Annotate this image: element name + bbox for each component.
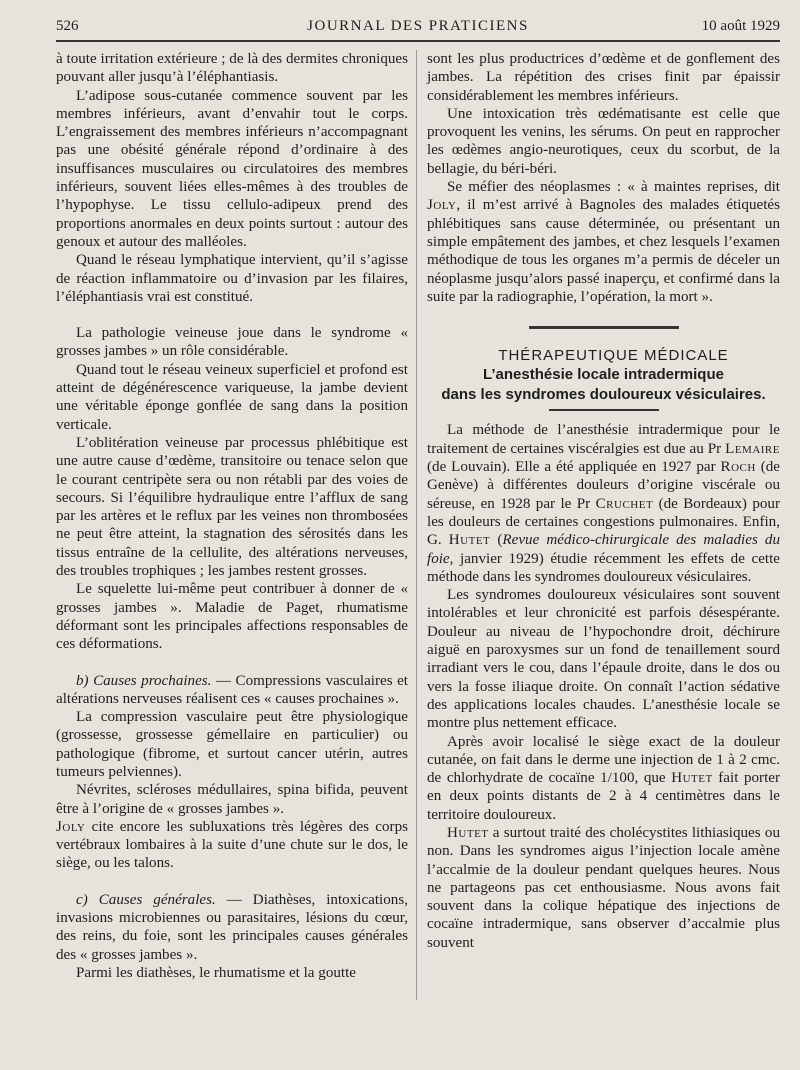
paragraph-text: cite encore les subluxations très légères des corps vertébraux lombaires à la suite d’une chute sur le dos, le siège, ou les talons. [56, 818, 408, 872]
issue-date: 10 août 1929 [701, 18, 780, 34]
paragraph-text: fait porter en deux points distants de 2 à 4 centimètres dans le territoire douloureux. [427, 770, 781, 823]
paragraph-text: Après avoir localisé le siège exact de la douleur cutanée, on fait dans le derme une injection de 1 à 2 cmc. de chlorhydrate de cocaïne 1/100, que [427, 733, 780, 787]
paragraph-text: , il m’est arrivé à Bagnoles des malades étiquetés phlébitiques sans cause déterminée, ou présentant un simple empâtement des jambes, et chez lesquels l’examen méthodique de tous les organes m’a permis de déceler un néoplasme jusqu’alors passé inaperçu, et confirmé dans la suite par la radiographie, l’opération, la mort ». [427, 197, 780, 305]
paragraph-text: , janvier 1929) étudie récemment les effets de cette méthode dans les syndromes douloureux vésiculaires. [427, 550, 780, 585]
column-divider [416, 50, 417, 1000]
header-rule [56, 40, 780, 42]
subsection-label: b) Causes prochaines. [76, 672, 212, 689]
journal-reference: Revue médico-chirurgicale des maladies du foie [427, 532, 780, 567]
paragraph: Une intoxication très œdématisante est celle que provoquent les venins, les sérums. On peut en rapprocher les œdèmes angio-neurotiques, ceux du scorbut, de la bellagie, du béri-béri. [427, 105, 780, 177]
paragraph-text: — Diathèses, intoxications, invasions microbiennes ou parasitaires, lésions du cœur, des reins, du foie, sont les principales causes générales des « grosses jambes ». [56, 891, 408, 963]
author-name: Hutet [671, 770, 713, 787]
paragraph-text: (de Bordeaux) pour les douleurs de certaines congestions pulmonaires. Enfin, G. [427, 495, 781, 549]
left-column [56, 50, 408, 982]
paragraph-text: (de Genève) à différentes douleurs d’origine viscérale ou séreuse, en 1928 par le Pr [427, 459, 781, 512]
paragraph [56, 781, 408, 872]
author-name: Joly [427, 197, 457, 214]
paragraph-text: Névrites, scléroses médullaires, spina bifida, peuvent être à l’origine de « grosses jambes ». [56, 782, 408, 817]
author-name: Cruchet [595, 495, 654, 512]
paragraph-text: ( [490, 532, 503, 549]
paragraph [427, 733, 780, 824]
paragraph [427, 421, 780, 586]
paragraph: La compression vasculaire peut être physiologique (grossesse, grossesse gémellaire en particulier) ou pathologique (fibrome, et surtout cancer utérin, autres tumeurs pelviennes). [56, 709, 408, 780]
paragraph: La pathologie veineuse joue dans le syndrome « grosses jambes » un rôle considérable. [56, 325, 408, 360]
subsection-label: c) Causes générales. [76, 891, 216, 908]
paragraph-text: Se méfier des néoplasmes : « à maintes reprises, dit [447, 179, 780, 196]
section-title: THÉRAPEUTIQUE MÉDICALE [498, 347, 729, 365]
article-title-line: dans les syndromes douloureux vésiculaires. [441, 386, 766, 404]
author-name: Lemaire [725, 440, 780, 457]
title-rule [549, 409, 659, 411]
paragraph: à toute irritation extérieure ; de là des dermites chroniques pouvant aller jusqu’à l’éléphantiasis. [56, 51, 408, 86]
paragraph-text: (de Louvain). Elle a été appliquée en 1927 par [427, 459, 721, 476]
paragraph: L’oblitération veineuse par processus phlébitique est une autre cause d’œdème, transitoire ou tenace selon que le courant centripète sera ou non rétabli par des voies de secours. Si l’équilibre hydraulique entre l’afflux de sang par les artères et le reflux par les veines non thrombosées ne peut être atteint, la stagnation des sérosités dans les tissus entraîne de la cellulite, des altérations nerveuses, des troubles trophiques ; les jambes restent grosses. [56, 434, 408, 580]
paragraph [427, 824, 780, 952]
page-number: 526 [56, 18, 79, 34]
author-name: Hutet [448, 532, 491, 549]
paragraph: Parmi les diathèses, le rhumatisme et la goutte [76, 964, 357, 981]
paragraph: Le squelette lui-même peut contribuer à donner de « grosses jambes ». Maladie de Paget, rhumatisme déformant sont les principales affections responsables de ces déformations. [56, 581, 408, 653]
paragraph [56, 891, 408, 964]
paragraph: Les syndromes douloureux vésiculaires sont souvent intolérables et leur chronicité est parfois désespérante. Douleur au niveau de l’hypochondre droit, déchirure aiguë en paroxysmes sur un fond de tenaillement sourd irradiant vers le cou, dans l’épaule droite, dans le dos ou vers la fosse iliaque droite. On connaît l’action sédative des applications locales chaudes. L’anesthésie locale se montre plus nettement efficace. [427, 587, 780, 732]
paragraph: Quand tout le réseau veineux superficiel et profond est atteint de dégénérescence variqueuse, la jambe devient une véritable éponge gonflée de sang dans la position verticale. [56, 361, 408, 433]
author-name: Roch [720, 459, 756, 476]
article-title [427, 365, 780, 405]
running-header [56, 18, 780, 40]
section-separator [529, 326, 679, 329]
journal-title: JOURNAL DES PRATICIENS [307, 18, 529, 34]
paragraph [56, 672, 408, 709]
paragraph: L’adipose sous-cutanée commence souvent par les membres inférieurs, avant d’envahir tout le corps. L’engraissement des membres inférieurs n’accompagnant pas une obésité générale répond d’ordinaire à des insuffisances musculaires ou circulatoires des membres inférieurs, souvent liées elles-mêmes à des troubles de l’hypophyse. Le tissu cellulo-adipeux prend des proportions anormales en deux points surtout : autour des genoux et autour des malléoles. [56, 87, 408, 250]
paragraph: sont les plus productrices d’œdème et de gonflement des jambes. La répétition des crises finit par épaissir considérablement les membres inférieurs. [427, 51, 780, 104]
author-name: Joly [56, 818, 86, 835]
paragraph-text: a surtout traité des cholécystites lithiasiques ou non. Dans les syndromes aigus l’injection locale amène l’accalmie de la douleur pendant quelques heures. Nous ne partageons pas cet enthousiasme. Nous avons fait souvent dans la colique hépatique des injections de cocaïne intradermique, sans observer d’accalmie plus souvent [427, 824, 780, 951]
paragraph-text: — Compressions vasculaires et altérations nerveuses réalisent ces « causes prochaines ». [56, 672, 408, 707]
paragraph: Quand le réseau lymphatique intervient, qu’il s’agisse de réaction inflammatoire ou d’invasion par les filaires, l’éléphantiasis vrai est constitué. [56, 252, 408, 305]
paragraph-text: La méthode de l’anesthésie intradermique pour le traitement de certaines viscéralgies est due au Pr [427, 422, 780, 457]
author-name: Hutet [447, 824, 489, 841]
paragraph [427, 178, 780, 306]
article-title-line: L’anesthésie locale intradermique [483, 366, 724, 384]
right-column [427, 50, 780, 952]
